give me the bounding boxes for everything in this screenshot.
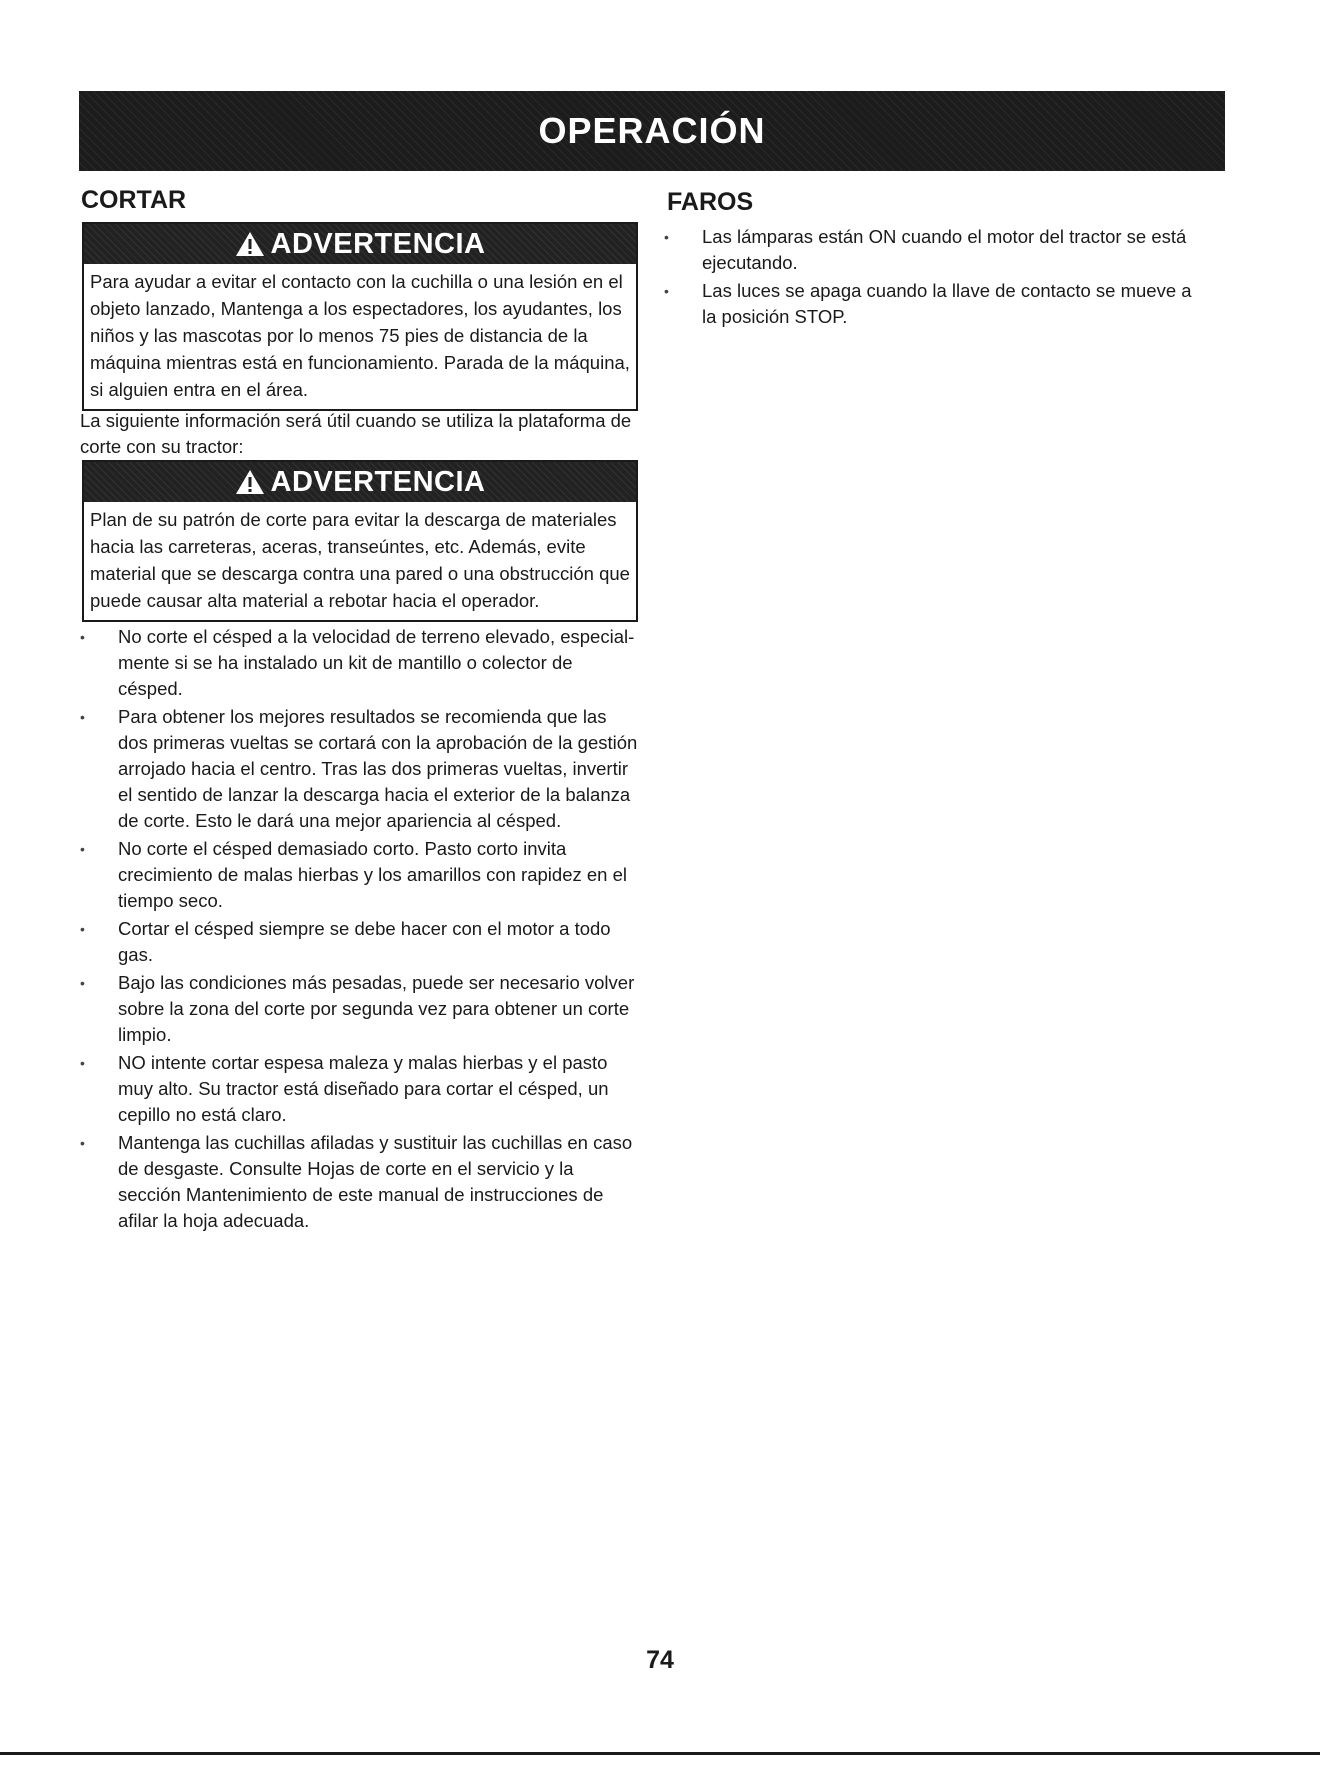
faros-bullet-list: [662, 224, 1202, 332]
cortar-bullet-list: [78, 624, 640, 1236]
page-title: OPERACIÓN: [538, 110, 766, 151]
warning-triangle-icon: [235, 469, 265, 495]
warning-title-1: ADVERTENCIA: [270, 227, 486, 260]
bullet-dot-icon: •: [80, 921, 85, 937]
warning-text-2: Plan de su patrón de corte para evitar la descarga de materiales hacia las carreteras, aceras, transeúntes, etc. Además, evite material que se descarga contra una pared o una obstrucción que puede causar alta material a rebotar hacia el operador.: [90, 509, 630, 611]
bullet-dot-icon: •: [80, 841, 85, 857]
page-number: 74: [646, 1646, 674, 1674]
list-item: • Bajo las condiciones más pesadas, puede ser necesario volver sobre la zona del corte por segunda vez para obtener un corte limpio.: [80, 972, 635, 1045]
bullet-dot-icon: •: [80, 975, 85, 991]
warning-box-1: [82, 222, 638, 411]
intro-paragraph: La siguiente información será útil cuando se utiliza la plataforma de corte con su tractor:: [80, 410, 632, 457]
bullet-dot-icon: •: [664, 283, 669, 299]
warning-title-2: ADVERTENCIA: [270, 465, 486, 498]
list-item: • Mantenga las cuchillas afiladas y sustituir las cuchillas en caso de desgaste. Consulte Hojas de corte en el servicio y la sección Mantenimiento de este manual de instrucciones de afilar la hoja adecuada.: [80, 1132, 633, 1231]
list-item: • Las luces se apaga cuando la llave de contacto se mueve a la posición STOP.: [664, 280, 1192, 327]
warning-header-2: [84, 462, 636, 502]
bullet-dot-icon: •: [80, 709, 85, 725]
list-item: • Las lámparas están ON cuando el motor del tractor se está ejecutando.: [664, 226, 1187, 273]
faros-heading: FAROS: [667, 188, 754, 216]
bottom-divider: [0, 1752, 1320, 1755]
bullet-dot-icon: •: [664, 229, 669, 245]
warning-triangle-icon: [235, 231, 265, 257]
warning-header-1: [84, 224, 636, 264]
list-item: • NO intente cortar espesa maleza y malas hierbas y el pasto muy alto. Su tractor está diseñado para cortar el césped, un cepillo no está claro.: [80, 1052, 609, 1125]
warning-text-1: Para ayudar a evitar el contacto con la cuchilla o una lesión en el objeto lanzado, Mantenga a los espectadores, los ayudantes, los niños y las mascotas por lo menos 75 pies de distancia de la máquina mientras está en funcionamiento. Parada de la máquina, si alguien entra en el área.: [90, 271, 630, 400]
list-item: • Cortar el césped siempre se debe hacer con el motor a todo gas.: [80, 918, 611, 965]
bullet-dot-icon: •: [80, 629, 85, 645]
bullet-dot-icon: •: [80, 1135, 85, 1151]
bullet-dot-icon: •: [80, 1055, 85, 1071]
list-item: • Para obtener los mejores resultados se recomienda que las dos primeras vueltas se cortará con la aprobación de la gestión arrojado hacia el centro. Tras las dos primeras vueltas, invertir el sentido de lanzar la descarga hacia el exterior de la balanza de corte. Esto le dará una mejor apariencia al césped.: [80, 706, 638, 831]
warning-box-2: [82, 460, 638, 622]
list-item: • No corte el césped demasiado corto. Pasto corto invita crecimiento de malas hierbas y los amarillos con rapidez en el tiempo seco.: [80, 838, 627, 911]
list-item: • No corte el césped a la velocidad de terreno elevado, especial-mente si se ha instalado un kit de mantillo o colector de césped.: [80, 626, 635, 699]
cortar-heading: CORTAR: [81, 186, 187, 214]
section-banner: [79, 91, 1225, 171]
